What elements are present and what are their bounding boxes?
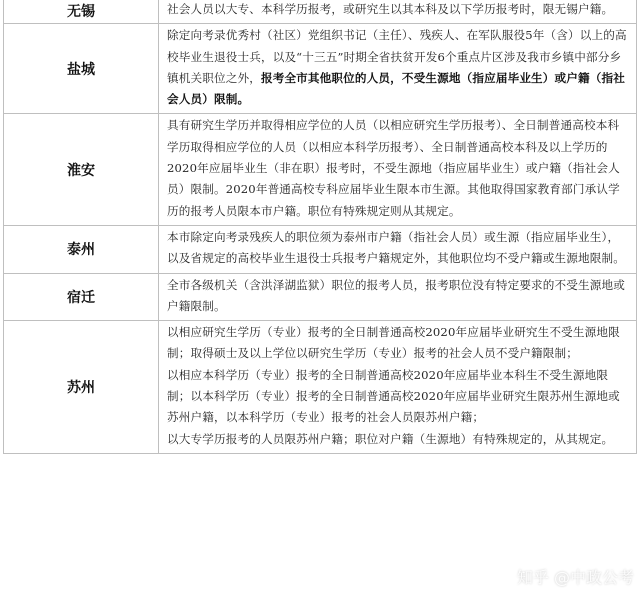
watermark: 知乎 @中政公考 bbox=[516, 568, 634, 587]
city-cell: 盐城 bbox=[4, 24, 159, 114]
policy-text: 本市除定向考录残疾人的职位须为泰州市户籍（指社会人员）或生源（指应届毕业生），以及省规定的高校毕业生退役士兵报考户籍规定外，其他职位均不受户籍或生源地限制。 bbox=[159, 225, 637, 273]
table-row bbox=[4, 0, 637, 24]
policy-text-regular: 除定向考录优秀村（社区）党组织书记（主任）、残疾人、在军队服役5年（含）以上的高校毕业生退役士兵，以及“十三五”时期全省扶贫开发6个重点片区涉及我市乡镇中部分乡镇机关职位之外， bbox=[167, 28, 627, 85]
policy-text: 具有研究生学历并取得相应学位的人员（以相应研究生学历报考）、全日制普通高校本科学历取得相应学位的人员（以相应本科学历报考）、全日制普通高校本科及以上学历的2020年应届毕业生（非在职）报考时，不受生源地（指应届毕业生）或户籍（指社会人员）限制。2020年普通高校专科应届毕业生限本市生源。其他取得国家教育部门承认学历的报考人员限本市户籍。职位有特殊规定则从其规定。 bbox=[159, 114, 637, 225]
table-row bbox=[4, 24, 637, 114]
policy-text-bold: 报考全市其他职位的人员，不受生源地（指应届毕业生）或户籍（指社会人员）限制。 bbox=[167, 70, 626, 107]
city-cell: 无锡 bbox=[4, 0, 159, 24]
table-row bbox=[4, 273, 637, 321]
policy-text bbox=[159, 321, 637, 454]
policy-paragraph: 以大专学历报考的人员限苏州户籍；职位对户籍（生源地）有特殊规定的，从其规定。 bbox=[167, 431, 614, 446]
policy-text: 社会人员以大专、本科学历报考，或研究生以其本科及以下学历报考时，限无锡户籍。 bbox=[159, 0, 637, 24]
city-cell: 苏州 bbox=[4, 321, 159, 454]
table-row bbox=[4, 114, 637, 225]
policy-table bbox=[3, 0, 637, 454]
policy-paragraph: 以相应本科学历（专业）报考的全日制普通高校2020年应届毕业本科生不受生源地限制；以本科学历（专业）报考的全日制普通高校2020年应届毕业研究生限苏州生源地或苏州户籍，以本科学历（专业）报考的社会人员限苏州户籍； bbox=[167, 367, 620, 425]
policy-paragraph: 以相应研究生学历（专业）报考的全日制普通高校2020年应届毕业研究生不受生源地限制；取得硕士及以上学位以研究生学历（专业）报考的社会人员不受户籍限制； bbox=[167, 325, 620, 361]
city-cell: 淮安 bbox=[4, 114, 159, 225]
city-cell: 宿迁 bbox=[4, 273, 159, 321]
table-row bbox=[4, 321, 637, 454]
city-cell: 泰州 bbox=[4, 225, 159, 273]
policy-text bbox=[159, 24, 637, 114]
policy-text: 全市各级机关（含洪泽湖监狱）职位的报考人员，报考职位没有特定要求的不受生源地或户籍限制。 bbox=[159, 273, 637, 321]
table-row bbox=[4, 225, 637, 273]
